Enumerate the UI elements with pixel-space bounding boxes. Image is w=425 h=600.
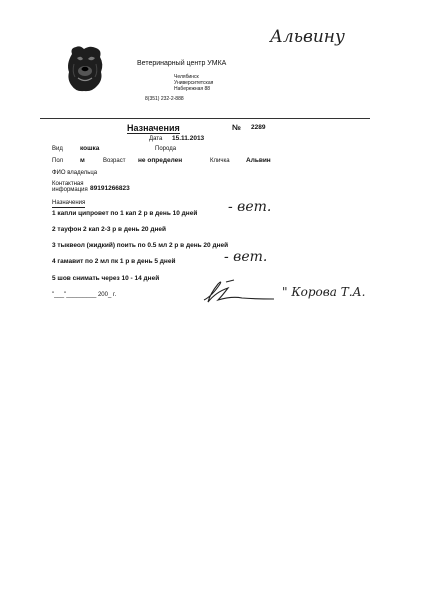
footer-date: "___"_________ 200_ г. [52, 292, 117, 298]
prescription-item-3: 3 тыквеол (жидкий) поить по 0.5 мл 2 р в день 20 дней [52, 242, 229, 249]
date-label: Дата [149, 136, 163, 142]
signature-icon [198, 276, 278, 306]
sex-value: м [80, 157, 85, 164]
clinic-street-2: Набережная 88 [174, 86, 211, 92]
prescription-item-1: 1 капли ципровет по 1 кап 2 р в день 10 дней [52, 210, 198, 217]
contact-value: 89191266823 [90, 185, 130, 192]
number-label: № [232, 123, 241, 132]
prescription-item-4: 4 гамавит по 2 мл пк 1 р в день 5 дней [52, 258, 176, 265]
clinic-logo-icon [64, 44, 106, 94]
document-date: 15.11.2013 [172, 135, 205, 142]
age-label: Возраст [103, 158, 126, 164]
owner-label: ФИО владельца [52, 170, 98, 176]
handwritten-name: Альвину [270, 27, 345, 47]
nickname-label: Кличка [210, 158, 230, 164]
header-divider [40, 118, 370, 119]
clinic-city: Челябинск [174, 74, 199, 80]
nickname-value: Альвин [246, 157, 271, 164]
clinic-street-1: Университетская [174, 80, 214, 86]
contact-label-2: информация [52, 187, 88, 193]
prescription-item-5: 5 шов снимать через 10 - 14 дней [52, 275, 160, 282]
prescriptions-heading: Назначения [52, 200, 86, 206]
handwritten-note-1: - вет. [228, 199, 272, 215]
signature-name: " Корова Т.А. [282, 285, 366, 299]
clinic-phone: 8(351) 232-2-888 [145, 96, 184, 102]
prescription-item-2: 2 тауфон 2 кап 2-3 р в день 20 дней [52, 226, 167, 233]
handwritten-note-2: - вет. [224, 249, 268, 265]
document-title: Назначения [127, 123, 180, 133]
sex-label: Пол [52, 158, 64, 164]
breed-label: Порода [155, 146, 177, 152]
document-number: 2289 [251, 124, 266, 131]
kind-value: кошка [80, 145, 100, 152]
kind-label: Вид [52, 146, 63, 152]
clinic-name: Ветеринарный центр УМКА [137, 60, 227, 67]
contact-label-1: Контактная [52, 181, 84, 187]
age-value: не определен [138, 157, 183, 164]
